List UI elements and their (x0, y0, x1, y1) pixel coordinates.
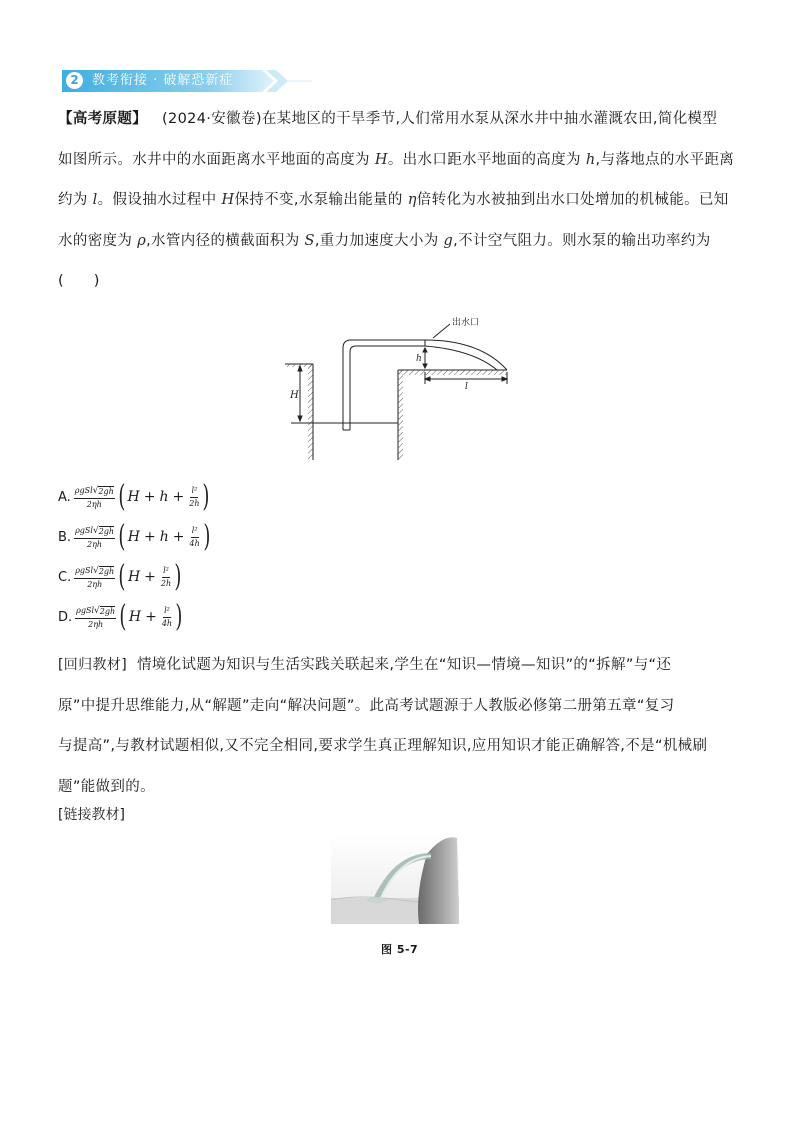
option-d: D. ρgSl √ 2gh 2ηh ( H + $\frac{\text{l²}}{4h}$ ) (58, 599, 183, 634)
section-banner (62, 70, 312, 92)
question-line-1: 【高考原题】 (2024·安徽卷)在某地区的干旱季节,人们常用水泵从深水井中抽水灌溉农田,简化模型 (58, 111, 718, 127)
label-h: h (416, 354, 422, 364)
coefficient-fraction: ρgSl √ 2gh 2ηh (75, 565, 115, 589)
bracket-expression: H + $\frac{\text{l²}}{4h}$ (128, 606, 173, 628)
answer-blank: ( ) (58, 273, 100, 289)
option-c: C. ρgSl √ 2gh 2ηh ( H + $\frac{\text{l²}}{2h}$ ) (58, 559, 182, 594)
label-H: H (290, 390, 299, 401)
return-line-2: 原”中提升思维能力,从“解题”走向“解决问题”。此高考试题源于人教版必修第二册第五章“复习 (58, 697, 675, 714)
pump-diagram-svg (285, 312, 525, 462)
bracket-expression: H + h + $\frac{\text{l²}}{2h}$ (127, 486, 200, 508)
textbook-photo (331, 834, 459, 928)
option-letter: A. (58, 489, 71, 505)
link-textbook-tag: [链接教材] (58, 807, 125, 823)
water-jet-image (331, 834, 459, 924)
photo-caption: 图 5-7 (381, 943, 419, 956)
banner-title: 教考衔接 · 破解恐新症 (92, 73, 234, 88)
bracket-expression: H + $\frac{\text{l²}}{2h}$ (127, 566, 172, 588)
option-letter: D. (58, 609, 73, 625)
option-letter: C. (58, 569, 72, 585)
outlet-label: 出水口 (452, 318, 480, 328)
return-tag: [回归教材] (58, 657, 128, 673)
option-letter: B. (58, 529, 72, 545)
banner-number: 2 (66, 72, 83, 89)
question-line-3: 约为 l。假设抽水过程中 H保持不变,水泵输出能量的 η倍转化为水被抽到出水口处增加的机械能。已知 (58, 192, 729, 208)
question-tag: 【高考原题】 (58, 111, 148, 127)
pump-diagram (285, 312, 525, 466)
coefficient-fraction: ρgSl √ 2gh 2ηh (75, 525, 115, 549)
question-source: (2024·安徽卷) (162, 111, 262, 127)
return-line-4: 题”能做到的。 (58, 778, 155, 795)
coefficient-fraction: ρgSl √ 2gh 2ηh (76, 605, 116, 629)
return-line-3: 与提高”,与教材试题相似,又不完全相同,要求学生真正理解知识,应用知识才能正确解答,不是“机械刷 (58, 738, 708, 754)
option-b: B. ρgSl √ 2gh 2ηh ( H + h + $\frac{\text{l²}}{4h}$ ) (58, 519, 211, 554)
question-paragraph (58, 99, 738, 302)
option-a: A. ρgSl √ 2gh 2ηh ( H + h + $\frac{\text{l²}}{2h}$ ) (58, 479, 210, 514)
question-line-4: 水的密度为 ρ,水管内径的横截面积为 S,重力加速度大小为 g,不计空气阻力。则水泵的输出功率约为 (58, 232, 711, 249)
return-textbook-paragraph (58, 645, 738, 807)
return-line-1: [回归教材] 情境化试题为知识与生活实践关联起来,学生在“知识—情境—知识”的“拆解”与“还 (58, 657, 672, 673)
bracket-expression: H + h + $\frac{\text{l²}}{4h}$ (127, 526, 200, 548)
coefficient-fraction: ρgSl √ 2gh 2ηh (74, 485, 114, 509)
label-l: l (465, 382, 468, 392)
question-line-2: 如图所示。水井中的水面距离水平地面的高度为 H。出水口距水平地面的高度为 h,与落地点的水平距离 (58, 151, 735, 168)
